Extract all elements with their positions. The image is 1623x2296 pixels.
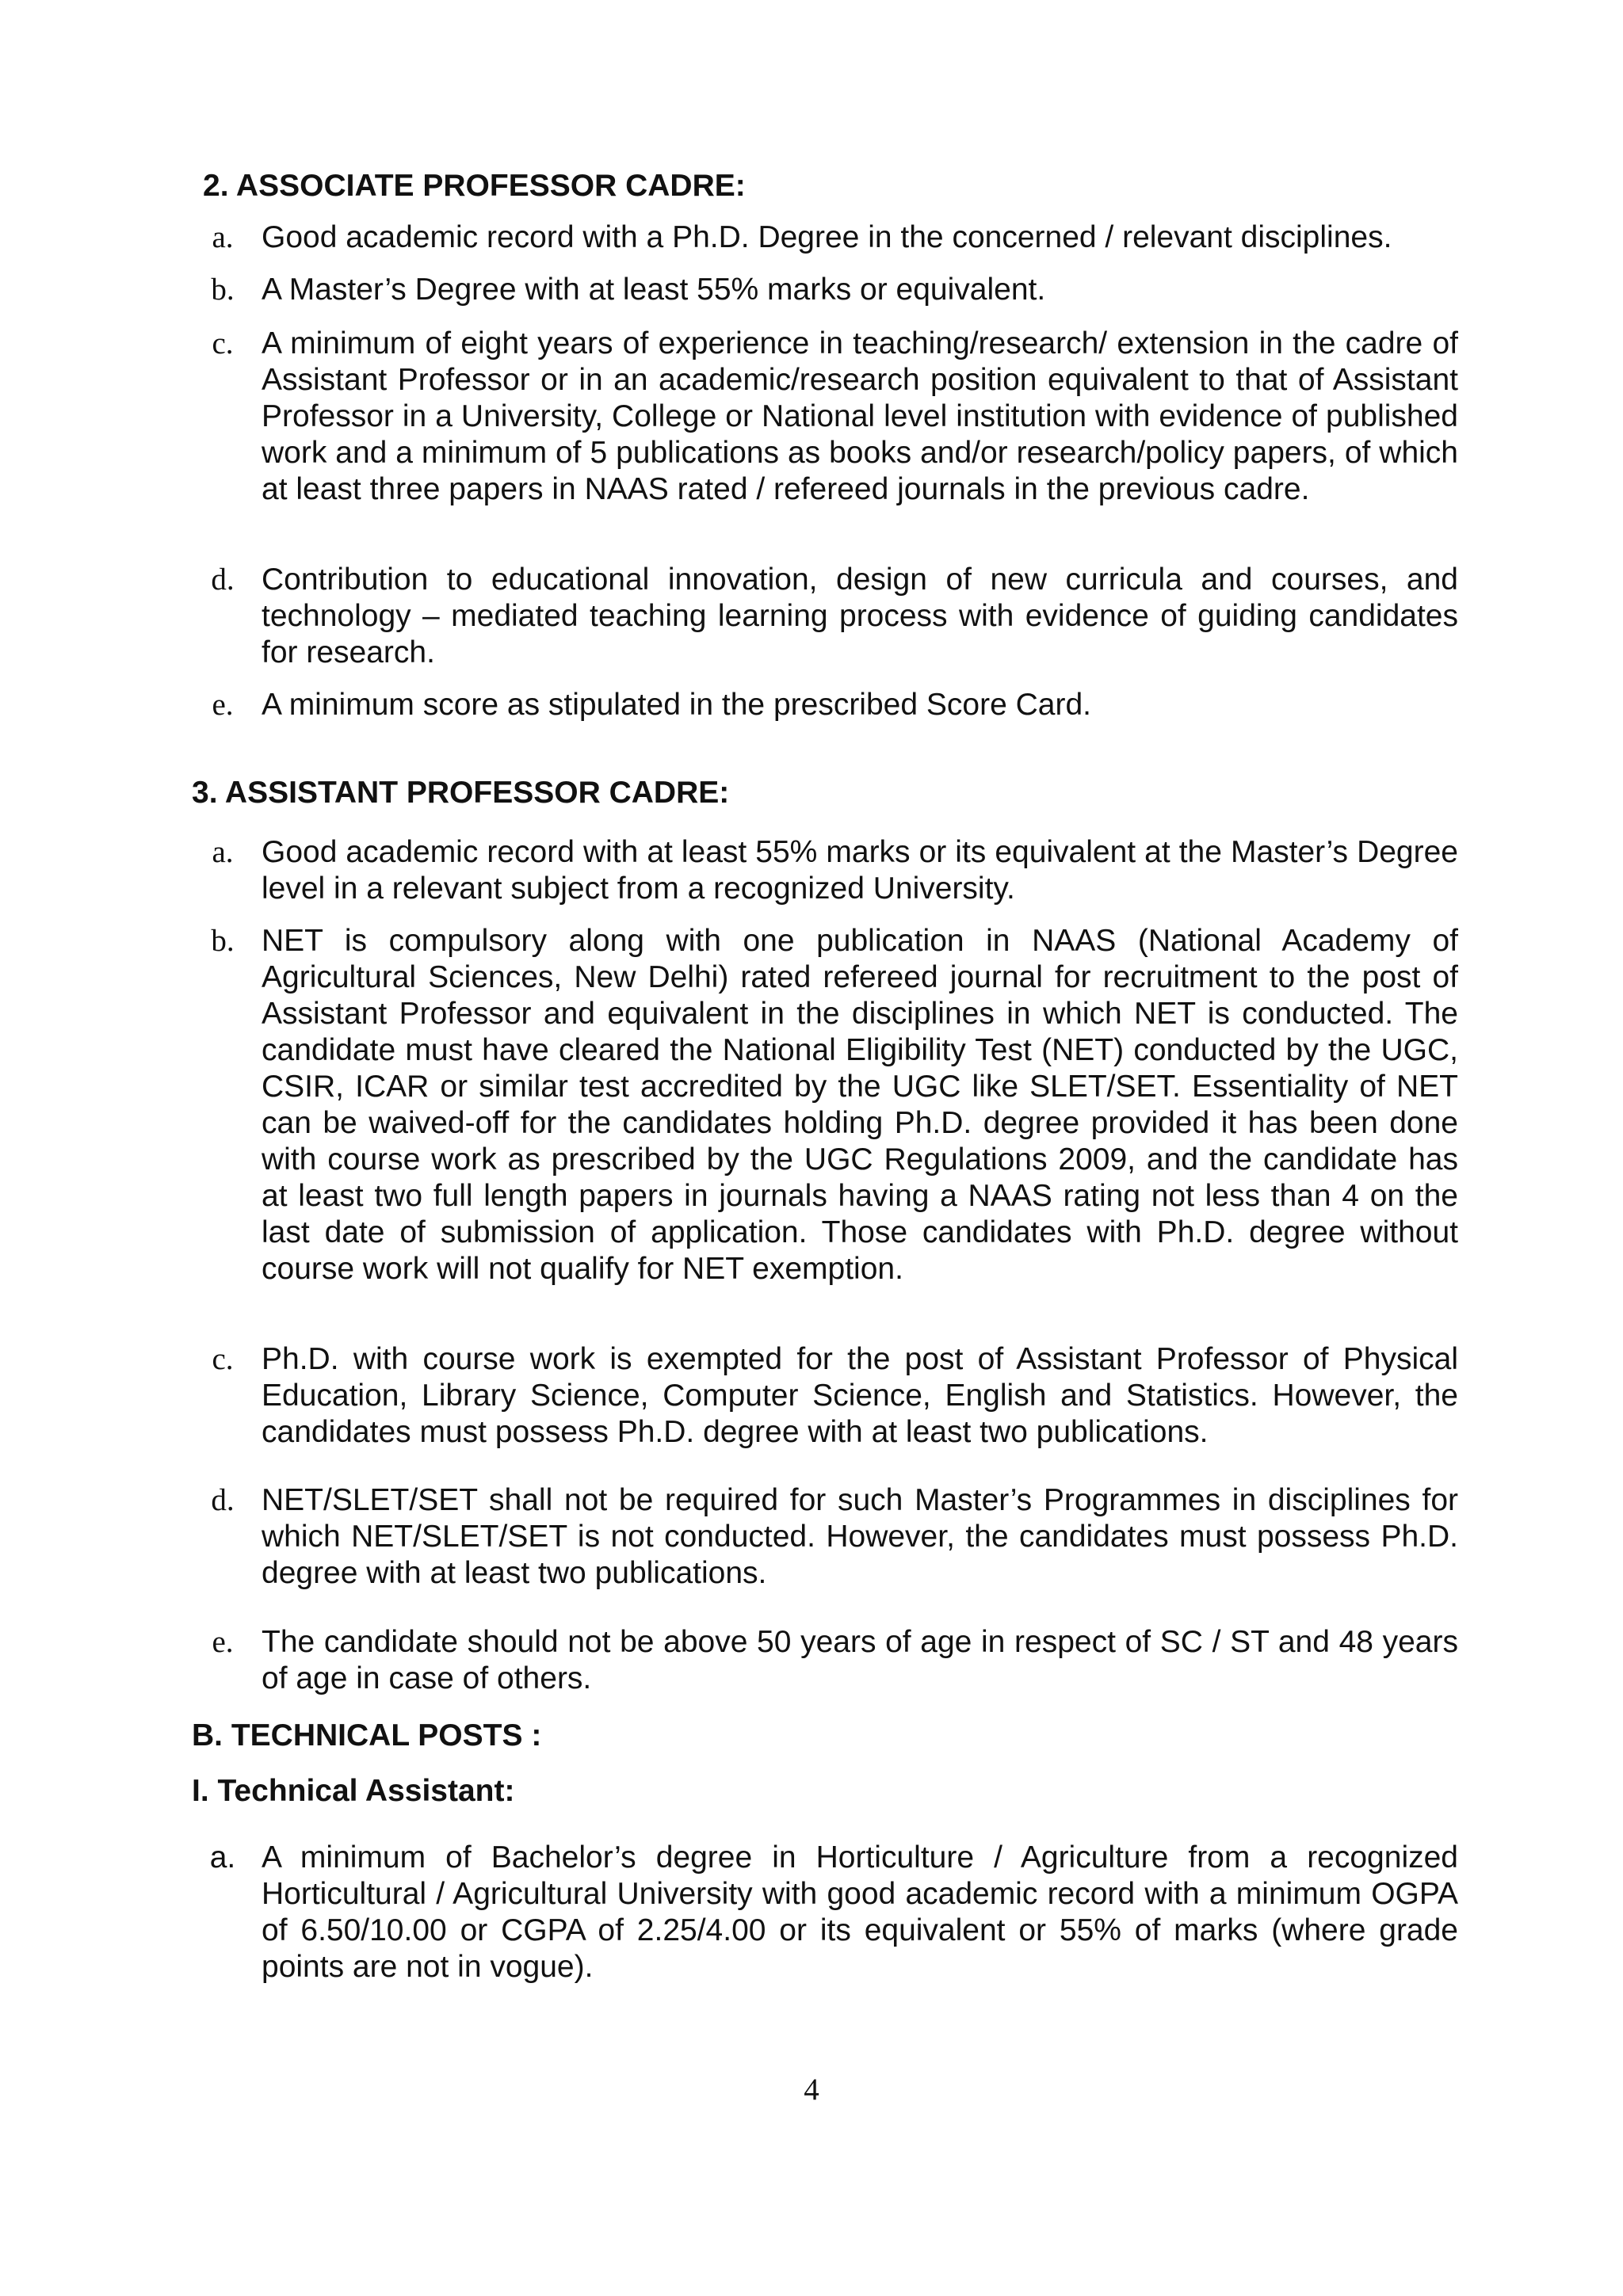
list-marker: d. <box>211 563 235 597</box>
list-item-text: NET/SLET/SET shall not be required for such Master’s Programmes in disciplines for which NET/SLET/SET is not conducted. However, the candidates must possess Ph.D. degree with at least two publications. <box>262 1483 1458 1590</box>
list-marker: c. <box>212 1342 234 1376</box>
associate-item-b <box>190 272 1458 308</box>
assistant-item-b <box>190 923 1458 1287</box>
list-item-text: Good academic record with at least 55% marks or its equivalent at the Master’s Degree level in a relevant subject from a recognized University. <box>262 835 1458 906</box>
list-marker: b. <box>211 273 235 307</box>
list-item-text: Good academic record with a Ph.D. Degree in the concerned / relevant disciplines. <box>262 220 1392 254</box>
list-item-text: The candidate should not be above 50 years of age in respect of SC / ST and 48 years of age in case of others. <box>262 1625 1458 1695</box>
technical-posts-heading: B. TECHNICAL POSTS : <box>192 1718 542 1753</box>
list-marker: b. <box>211 924 235 958</box>
associate-item-e <box>190 687 1458 723</box>
associate-item-c <box>190 326 1458 508</box>
associate-item-d <box>190 562 1458 671</box>
list-item-text: A minimum of Bachelor’s degree in Horticulture / Agriculture from a recognized Horticultural / Agricultural University with good academic record with a minimum OGPA of 6.50/10.00 or CGPA of 2.25/4.00 or its equivalent or 55% of marks (where grade points are not in vogue). <box>262 1840 1458 1984</box>
list-marker: a. <box>212 835 234 869</box>
assistant-item-e <box>190 1624 1458 1697</box>
page-number: 4 <box>804 2073 819 2107</box>
list-item-text: NET is compulsory along with one publication in NAAS (National Academy of Agricultural Sciences, New Delhi) rated refereed journal for recruitment to the post of Assistant Professor and equivalent in the disciplines in which NET is conducted. The candidate must have cleared the National Eligibility Test (NET) conducted by the UGC, CSIR, ICAR or similar test accredited by the UGC like SLET/SET. Essentiality of NET can be waived-off for the candidates holding Ph.D. degree provided it has been done with course work as prescribed by the UGC Regulations 2009, and the candidate has at least two full length papers in journals having a NAAS rating not less than 4 on the last date of submission of application. Those candidates with Ph.D. degree without course work will not qualify for NET exemption. <box>262 924 1458 1286</box>
list-marker: a. <box>209 1840 236 1875</box>
list-item-text: Contribution to educational innovation, design of new curricula and courses, and technology – mediated teaching learning process with evidence of guiding candidates for research. <box>262 563 1458 669</box>
list-marker: c. <box>212 326 234 360</box>
associate-item-a <box>190 219 1458 256</box>
assistant-item-c <box>190 1341 1458 1451</box>
assistant-item-a <box>190 834 1458 907</box>
list-item-text: A minimum score as stipulated in the prescribed Score Card. <box>262 688 1091 722</box>
list-item-text: Ph.D. with course work is exempted for the post of Assistant Professor of Physical Education, Library Science, Computer Science, English and Statistics. However, the candidates must possess Ph.D. degree with at least two publications. <box>262 1342 1458 1449</box>
technical-assistant-subheading: I. Technical Assistant: <box>192 1774 515 1808</box>
assistant-item-d <box>190 1482 1458 1592</box>
assistant-professor-heading: 3. ASSISTANT PROFESSOR CADRE: <box>192 776 730 810</box>
list-item-text: A minimum of eight years of experience in teaching/research/ extension in the cadre of Assistant Professor or in an academic/research position equivalent to that of Assistant Professor in a University, College or National level institution with evidence of published work and a minimum of 5 publications as books and/or research/policy papers, of which at least three papers in NAAS rated / refereed journals in the previous cadre. <box>262 326 1458 506</box>
list-marker: e. <box>212 688 234 722</box>
list-marker: e. <box>212 1625 234 1659</box>
list-item-text: A Master’s Degree with at least 55% marks or equivalent. <box>262 273 1046 307</box>
list-marker: a. <box>212 220 234 254</box>
list-marker: d. <box>211 1483 235 1517</box>
associate-professor-heading: 2. ASSOCIATE PROFESSOR CADRE: <box>203 169 746 203</box>
technical-item-a <box>190 1840 1458 1985</box>
